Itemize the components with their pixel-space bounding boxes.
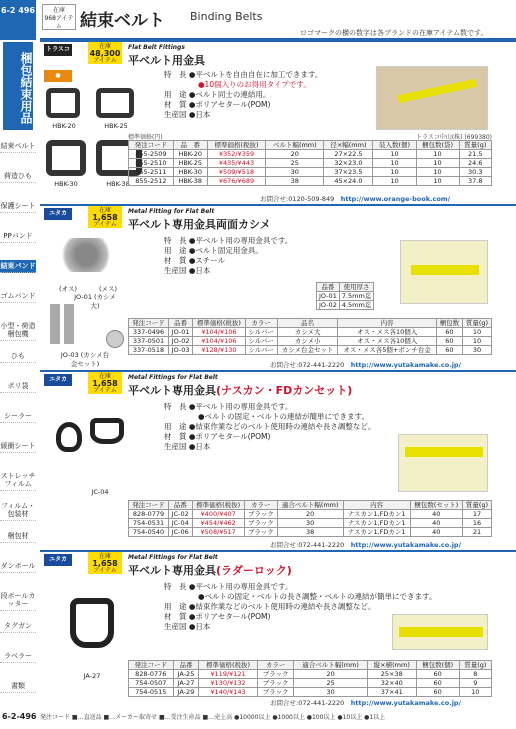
table-row xyxy=(129,688,492,697)
spec-table xyxy=(128,660,492,697)
d-ring-icon xyxy=(90,418,124,444)
table-header: 使用厚さ xyxy=(339,283,374,292)
table-header: 品番 xyxy=(168,319,192,328)
caption: JO-03 (カシメ台金セット) xyxy=(60,351,110,368)
table-header: カラー xyxy=(257,661,294,670)
table-row xyxy=(129,528,492,537)
section-en-title: Metal Fittings for Flat Belt xyxy=(128,554,218,561)
table-cell: ¥400/¥407 xyxy=(192,510,244,519)
caption: JO-01 (カシメ大) xyxy=(74,293,116,310)
table-header: 品 番 xyxy=(173,141,207,150)
table-header: 品番 xyxy=(173,661,199,670)
table-row xyxy=(129,168,492,177)
table-cell: JA-27 xyxy=(173,679,199,688)
table-cell: 60 xyxy=(416,679,459,688)
table-header: 標準価格(税抜) xyxy=(192,501,244,510)
stock-badge: 在庫 1,658 アイテム xyxy=(88,372,122,394)
page-title: 結束ベルト xyxy=(80,11,165,31)
sidebar-item[interactable]: 結束バンド xyxy=(0,260,36,273)
table-cell: JC-02 xyxy=(168,510,192,519)
table-cell: ¥352/¥359 xyxy=(207,150,266,159)
table-cell: 754-0540 xyxy=(129,528,169,537)
spec-table xyxy=(128,500,492,537)
sidebar-item[interactable]: 梱包材 xyxy=(0,530,36,543)
table-header: 装入数(個) xyxy=(373,141,416,150)
anvil-icon xyxy=(106,330,124,348)
table-cell: JC-06 xyxy=(168,528,192,537)
table-row xyxy=(129,679,492,688)
table-cell: 24.6 xyxy=(459,159,491,168)
table-cell: HBK-38 xyxy=(173,177,207,186)
table-row xyxy=(129,337,492,346)
table-cell: ¥140/¥143 xyxy=(199,688,257,697)
sidebar-item[interactable]: 小型・荷造梱包機 xyxy=(0,320,36,341)
spec-block: 特 長 ●平ベルト用の専用金具です。 ●ベルトの固定・ベルトの連結が簡単にできます。 用 途 ●結束作業などのベルト使用時の連結や長さ調整など。 材 質 ●ポリアセタール(POM) 生産国 ●日本 xyxy=(164,402,376,451)
section-en-title: Metal Fitting for Flat Belt xyxy=(128,208,215,215)
table-cell: 25×38 xyxy=(367,670,416,679)
table-cell: ¥104/¥106 xyxy=(193,328,245,337)
table-cell: HBK-30 xyxy=(173,168,207,177)
table-cell: 7.5mm迄 xyxy=(339,292,374,301)
table-cell: オス・メス各5個+ポンチ台金 xyxy=(338,346,437,355)
sidebar-item[interactable]: PPバンド xyxy=(0,230,36,243)
table-cell: ¥128/¥130 xyxy=(193,346,245,355)
eco-badge: ● xyxy=(44,70,72,82)
table-cell: 38 xyxy=(277,528,343,537)
table-cell: 855-2509 xyxy=(129,150,174,159)
table-cell: ブラック xyxy=(244,519,277,528)
caption: HBK-25 xyxy=(104,122,128,130)
table-cell: 37×41 xyxy=(367,688,416,697)
table-header: 梱包数(セット) xyxy=(410,501,462,510)
stock-badge: 在庫 48,300 アイテム xyxy=(89,43,121,64)
snap-hook-icon xyxy=(56,422,82,452)
section-en-title: Flat Belt Fittings xyxy=(128,44,185,51)
table-header: 適合ベルト幅(mm) xyxy=(277,501,343,510)
table-header: ベルト幅(mm) xyxy=(266,141,324,150)
spec-block: 特 長 ●平ベルトを自由自在に加工できます。 ●10個入りのお得用タイプです。 用 途 ●ベルト同士の連結用。 材 質 ●ポリアセタール(POM) 生産国 ●日本 xyxy=(164,70,323,119)
sidebar-item[interactable]: タグガン xyxy=(0,620,36,633)
table-header: カラー xyxy=(244,501,277,510)
table-header: 質量(g) xyxy=(462,319,491,328)
table-header: カラー xyxy=(245,319,277,328)
table-header: 内容 xyxy=(338,319,437,328)
caption: HBK-30 xyxy=(54,180,78,188)
table-cell: 10 xyxy=(373,150,416,159)
table-cell: 855-2512 xyxy=(129,177,174,186)
table-cell: 754-0531 xyxy=(129,519,169,528)
table-cell: オス・メス各10個入 xyxy=(338,328,437,337)
section-en-title: Metal Fittings for Flat Belt xyxy=(128,374,218,381)
table-header: 質量(g) xyxy=(459,661,491,670)
table-row xyxy=(129,510,492,519)
table-cell: 10 xyxy=(416,177,459,186)
table-cell: ブラック xyxy=(257,688,294,697)
stock-badge: 在庫 1,658 アイテム xyxy=(88,552,122,574)
mini-table xyxy=(316,282,374,310)
table-cell: 337-0496 xyxy=(129,328,169,337)
table-cell: シルバー xyxy=(245,346,277,355)
sidebar-item[interactable]: 緩衝シート xyxy=(0,440,36,453)
table-header: 質量(g) xyxy=(462,501,491,510)
table-cell: ¥130/¥132 xyxy=(199,679,257,688)
table-cell: 828-0776 xyxy=(129,670,174,679)
table-cell: カシメ大 xyxy=(277,328,338,337)
caption: JC-04 xyxy=(91,488,109,496)
product-photo xyxy=(376,66,488,130)
table-cell: 40 xyxy=(410,519,462,528)
table-cell: 20 xyxy=(266,150,324,159)
table-cell: 754-0507 xyxy=(129,679,174,688)
table-header: 適合ベルト幅(mm) xyxy=(294,661,367,670)
table-cell: 45×24.0 xyxy=(324,177,373,186)
product-photo xyxy=(398,434,488,492)
table-row xyxy=(317,301,374,310)
footer-legend: 発注コード ■…直送品 ■…メーカー取寄せ ■…受注生産品 ■…売上高 ●10000以上 ●1000以上 ●100以上 ●10以上 ●1以上 xyxy=(40,714,386,721)
table-header: 品番 xyxy=(317,283,340,292)
table-header: 径×幅(mm) xyxy=(324,141,373,150)
table-cell: 60 xyxy=(416,688,459,697)
table-header: 梱包数(袋) xyxy=(416,141,459,150)
table-cell: 60 xyxy=(436,346,462,355)
table-cell: 754-0515 xyxy=(129,688,174,697)
table-header: 発注コード xyxy=(129,501,169,510)
sidebar-main-category[interactable]: 梱包結束用品 xyxy=(3,42,33,130)
table-cell: ¥676/¥689 xyxy=(207,177,266,186)
spec-table xyxy=(128,140,492,186)
table-cell: 337-0501 xyxy=(129,337,169,346)
stock-tag: 在庫 968アイテム xyxy=(42,4,76,30)
table-cell: カシメ小 xyxy=(277,337,338,346)
contact-tel: お問合せ:0120-509-849 http://www.orange-book.com/ xyxy=(260,195,450,203)
table-header: 発注コード xyxy=(129,661,174,670)
sidebar-item[interactable]: ラベラー xyxy=(0,650,36,663)
table-row xyxy=(317,292,374,301)
yutaka-logo: ユタカ xyxy=(44,554,72,566)
table-cell: 27×22.5 xyxy=(324,150,373,159)
buckle-hbk25-icon xyxy=(96,88,134,118)
table-cell: ナスカン1,FDカン1 xyxy=(343,510,410,519)
std-label: 標準価格(円) xyxy=(128,134,163,141)
contact-tel: お問合せ:072-441-2220 http://www.yutakamake.co.jp/ xyxy=(270,541,461,549)
table-cell: 10 xyxy=(462,328,491,337)
table-cell: 30 xyxy=(277,519,343,528)
table-row xyxy=(129,150,492,159)
table-row xyxy=(129,159,492,168)
table-cell: 10 xyxy=(416,168,459,177)
sidebar-item[interactable]: シーラー xyxy=(0,410,36,423)
table-cell: 60 xyxy=(416,670,459,679)
sidebar-item[interactable]: ストレッチフィルム xyxy=(0,470,36,491)
contact-tel: お問合せ:072-441-2220 http://www.yutakamake.co.jp/ xyxy=(270,361,461,369)
table-cell: HBK-25 xyxy=(173,159,207,168)
stock-badge: 在庫 1,658 アイテム xyxy=(88,206,122,228)
table-cell: ¥454/¥462 xyxy=(192,519,244,528)
table-cell: 30.3 xyxy=(459,168,491,177)
table-cell: ¥508/¥517 xyxy=(192,528,244,537)
page-subtitle: Binding Belts xyxy=(190,10,263,23)
table-cell: 32×40 xyxy=(367,679,416,688)
sidebar-item[interactable]: ポリ袋 xyxy=(0,380,36,393)
punch-icon xyxy=(50,304,60,344)
table-cell: ブラック xyxy=(257,670,294,679)
table-cell: JO-01 xyxy=(317,292,340,301)
page-code: 6-2 496 xyxy=(0,0,36,40)
table-cell: 20 xyxy=(277,510,343,519)
contact-tel: お問合せ:072-441-2220 http://www.yutakamake.co.jp/ xyxy=(270,699,461,707)
product-photo xyxy=(392,614,488,650)
table-cell: 855-2510 xyxy=(129,159,174,168)
table-cell: シルバー xyxy=(245,328,277,337)
punch-icon xyxy=(64,304,74,344)
table-cell: ブラック xyxy=(244,510,277,519)
table-cell: ブラック xyxy=(257,679,294,688)
table-cell: 10 xyxy=(462,337,491,346)
buckle-hbk20-icon xyxy=(46,88,80,118)
table-header: 品番 xyxy=(168,501,192,510)
sidebar-item[interactable]: フィルム・包装材 xyxy=(0,500,36,521)
sidebar-item[interactable]: 書類 xyxy=(0,680,36,693)
table-cell: 30 xyxy=(294,688,367,697)
table-cell: ナスカン1,FDカン1 xyxy=(343,528,410,537)
table-cell: オス・メス各10個入 xyxy=(338,337,437,346)
table-cell: 30 xyxy=(266,168,324,177)
table-header: 梱包数(個) xyxy=(416,661,459,670)
caption: HBK-38 xyxy=(106,180,130,188)
spec-block: 特 長 ●平ベルト用の専用金具です。 用 途 ●ベルト固定用金具。 材 質 ●スチール 生産国 ●日本 xyxy=(164,236,293,275)
section-title: 平ベルト専用金具(ラダーロック) xyxy=(128,564,292,577)
ladder-lock-icon xyxy=(70,598,114,648)
table-cell: 10 xyxy=(373,168,416,177)
table-cell: ¥435/¥443 xyxy=(207,159,266,168)
table-cell: 37.8 xyxy=(459,177,491,186)
table-cell: 30 xyxy=(462,346,491,355)
table-cell: JO-01 xyxy=(168,328,192,337)
table-cell: JC-04 xyxy=(168,519,192,528)
table-cell: ¥104/¥106 xyxy=(193,337,245,346)
table-cell: 40 xyxy=(410,510,462,519)
table-cell: 38 xyxy=(266,177,324,186)
photo-caption: トラスコ中山(株) (699380) xyxy=(416,134,492,141)
table-cell: JO-03 xyxy=(168,346,192,355)
table-cell: ¥509/¥518 xyxy=(207,168,266,177)
table-cell: 8 xyxy=(459,670,491,679)
section-title: 平ベルト用金具 xyxy=(128,54,205,67)
table-cell: シルバー xyxy=(245,337,277,346)
table-header: 質量(g) xyxy=(459,141,491,150)
table-cell: 37×23.5 xyxy=(324,168,373,177)
table-cell: JO-02 xyxy=(168,337,192,346)
table-cell: 10 xyxy=(373,159,416,168)
sidebar-item[interactable]: 段ボールカッター xyxy=(0,590,36,611)
table-row xyxy=(129,519,492,528)
table-cell: 40 xyxy=(410,528,462,537)
table-row xyxy=(129,177,492,186)
table-cell: 4.5mm迄 xyxy=(339,301,374,310)
table-cell: HBK-20 xyxy=(173,150,207,159)
table-cell: ナスカン1,FDカン1 xyxy=(343,519,410,528)
table-cell: ¥119/¥121 xyxy=(199,670,257,679)
table-cell: 20 xyxy=(294,670,367,679)
sidebar-item[interactable]: ゴムバンド xyxy=(0,290,36,303)
table-header: 品名 xyxy=(277,319,338,328)
table-cell: JA-25 xyxy=(173,670,199,679)
spec-block: 特 長 ●平ベルト用の専用金具です。 ●ベルトの固定・ベルトの長さ調整・ベルトの連結が簡単にできます。 用 途 ●結束作業などのベルト使用時の連結や長さ調整など。 材 質 ●ポリアセタール(POM) 生産国 ●日本 xyxy=(164,582,437,631)
table-cell: 10 xyxy=(416,150,459,159)
caption: (メス) xyxy=(98,285,118,293)
trusco-logo: トラスコ xyxy=(44,44,72,56)
table-cell: 10 xyxy=(373,177,416,186)
table-cell: 855-2511 xyxy=(129,168,174,177)
table-cell: カシメ台金セット xyxy=(277,346,338,355)
table-header: 発注コード xyxy=(129,141,174,150)
table-cell: 25 xyxy=(266,159,324,168)
table-cell: 60 xyxy=(436,337,462,346)
rivet-pile-icon xyxy=(56,238,116,272)
table-cell: JO-02 xyxy=(317,301,340,310)
table-cell: 21.5 xyxy=(459,150,491,159)
table-cell: 10 xyxy=(459,688,491,697)
table-cell: JA-29 xyxy=(173,688,199,697)
table-header: 標準価格(税抜) xyxy=(193,319,245,328)
spec-table xyxy=(128,318,492,355)
caption: (オス) xyxy=(58,285,77,293)
table-header: 内容 xyxy=(343,501,410,510)
yutaka-logo: ユタカ xyxy=(44,208,72,220)
table-header: 標準価格(税抜) xyxy=(207,141,266,150)
sidebar-item[interactable]: 結束ベルト xyxy=(0,140,36,153)
sidebar-item[interactable]: 保護シート xyxy=(0,200,36,213)
table-cell: 10 xyxy=(416,159,459,168)
sidebar-item[interactable]: ひも xyxy=(0,350,36,363)
table-header: 標準価格(税抜) xyxy=(199,661,257,670)
table-cell: ブラック xyxy=(244,528,277,537)
table-cell: 25 xyxy=(294,679,367,688)
sidebar-item[interactable]: 荷造ひも xyxy=(0,170,36,183)
table-cell: 17 xyxy=(462,510,491,519)
table-cell: 60 xyxy=(436,328,462,337)
table-header: 梱包数 xyxy=(436,319,462,328)
table-header: 縦×横(mm) xyxy=(367,661,416,670)
table-header: 発注コード xyxy=(129,319,169,328)
section-title: 平ベルト専用金具(ナスカン・FDカンセット) xyxy=(128,384,353,397)
table-row xyxy=(129,328,492,337)
table-cell: 32×23.0 xyxy=(324,159,373,168)
table-row xyxy=(129,346,492,355)
table-cell: 9 xyxy=(459,679,491,688)
buckle-hbk30-icon xyxy=(46,140,86,176)
caption: JA-27 xyxy=(83,672,101,680)
table-cell: 828-0779 xyxy=(129,510,169,519)
table-cell: 21 xyxy=(462,528,491,537)
section-title: 平ベルト専用金具両面カシメ xyxy=(128,218,271,231)
product-photo xyxy=(400,240,488,304)
header-note: ロゴマークの横の数字は各ブランドの在庫アイテム数です。 xyxy=(300,29,488,37)
caption: HBK-20 xyxy=(52,122,76,130)
table-row xyxy=(129,670,492,679)
table-cell: 337-0518 xyxy=(129,346,169,355)
yutaka-logo: ユタカ xyxy=(44,374,72,386)
page-number: 6-2-496 xyxy=(2,712,37,721)
sidebar-item[interactable]: ダンボール xyxy=(0,560,36,573)
table-cell: 16 xyxy=(462,519,491,528)
